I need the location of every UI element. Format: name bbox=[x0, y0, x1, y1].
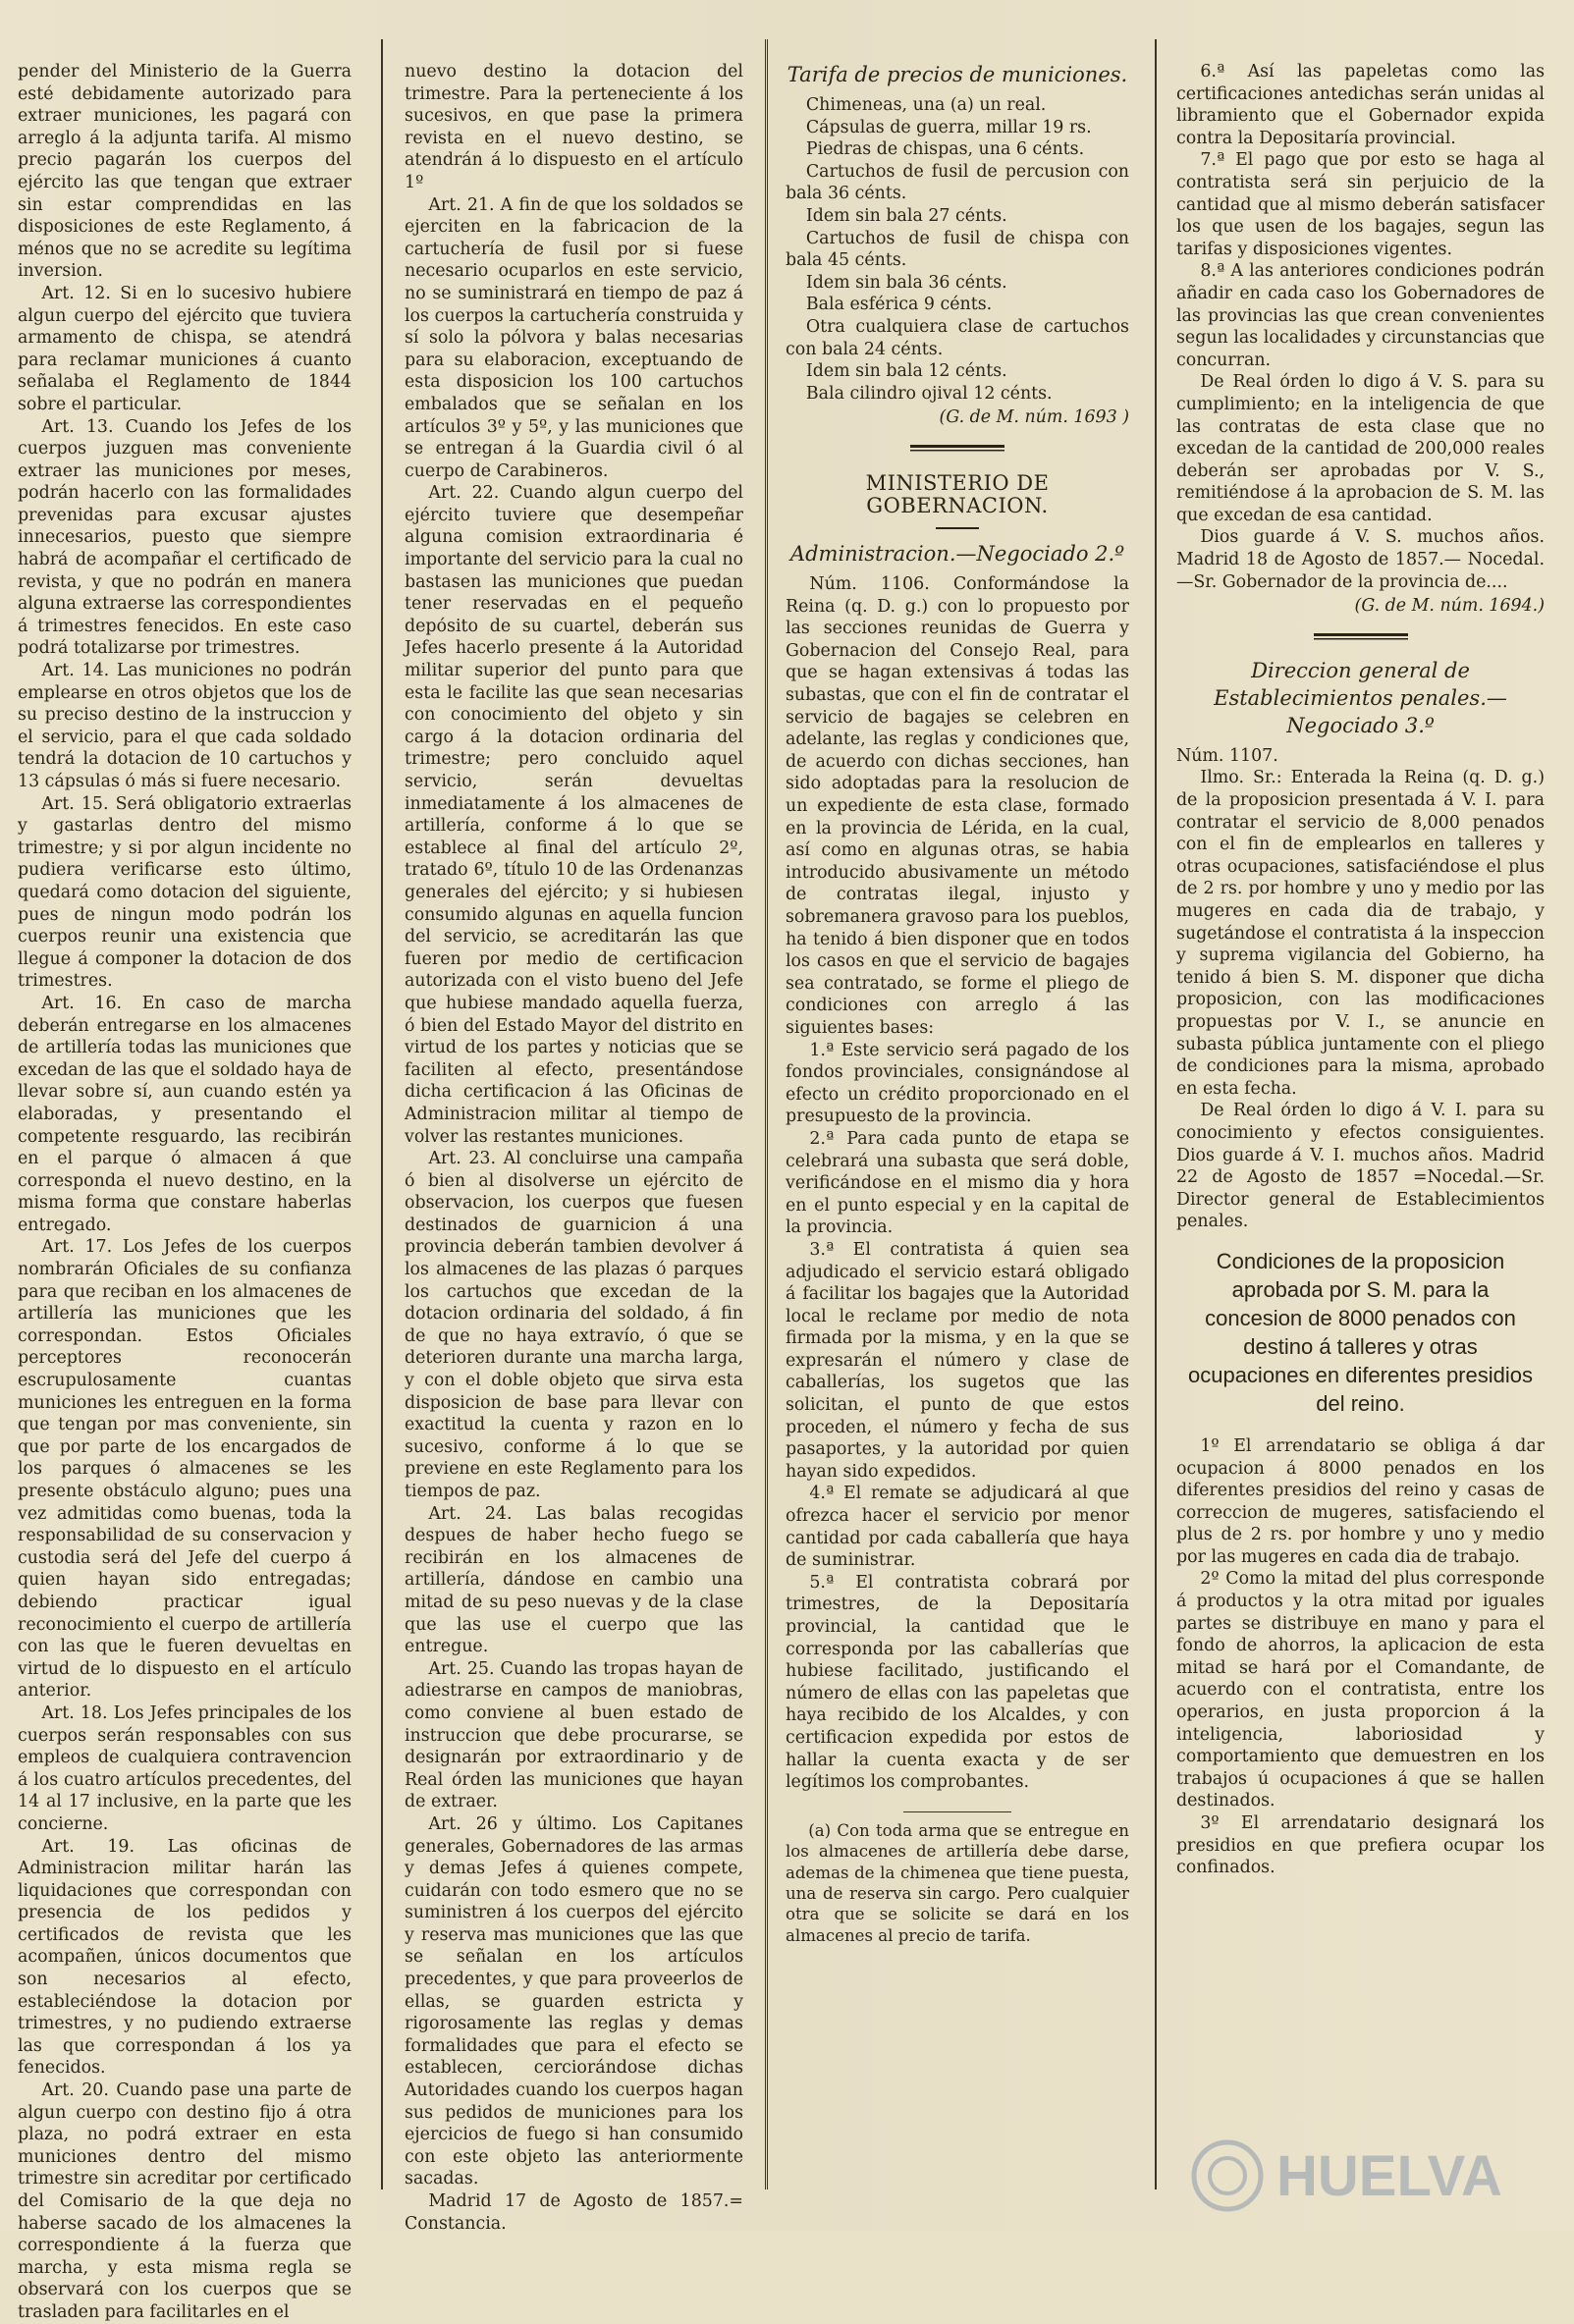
short-rule-icon bbox=[936, 526, 979, 530]
article-21: Art. 21. A fin de que los soldados se ejerciten en la fabricacion de la cartuchería de fusil por si fuese necesario ocuparlos en este servicio, no se suministrará en tiempo de paz á los cuerpos la cartuchería construida y sí solo la pólvora y balas necesarias para su elaboracion, exceptuando de esta disposicion los 100 cartuchos embalados que se señalan en los artículos 3º y 5º, y las municiones que se entregan á la Guardia civil ó al cuerpo de Carabineros. bbox=[405, 194, 743, 481]
stamp-text: HUELVA bbox=[1276, 2144, 1502, 2208]
tarifa-item: Bala cilindro ojival 12 cénts. bbox=[805, 383, 1053, 404]
paragraph: nuevo destino la dotacion del trimestre. Para la perteneciente á los sucesivos, en que pase la primera revista en el nuevo destino, se atendrán á lo dispuesto en el artículo 1º bbox=[405, 62, 743, 192]
article-13: Art. 13. Cuando los Jefes de los cuerpos juzguen mas conveniente extraer las municiones por meses, podrán hacerlo con las formalidades prevenidas para excusar ajustes innecesarios, puesto que siempre habrá de acompañar el certificado de revista, y que no podrán en manera alguna extraerse las correspondientes á trimestres fenecidos. En este caso podrá totalizarse por trimestres. bbox=[18, 416, 352, 659]
article-15: Art. 15. Será obligatorio extraerlas y gastarlas dentro del mismo trimestre; y si por algun incidente no pudiera verificarse esto último, quedará como dotacion del siguiente, pues de ningun modo podrán los cuerpos reunir una existencia que llegue á componer la dotacion de dos trimestres. bbox=[18, 793, 352, 992]
library-stamp-icon bbox=[1183, 2129, 1556, 2217]
article-26: Art. 26 y último. Los Capitanes generales, Gobernadores de las armas y demas Jefes á quienes compete, cuidarán con todo esmero que no se suministren á los cuerpos del ejército y reserva mas municiones que las que se señalan en los artículos precedentes, y que para proveerlos de ellas, se guarden estricta y rigorosamente las reglas y demas formalidades que para el efecto se establecen, cerciorándose dichas Autoridades cuando los cuerpos hagan sus pedidos de municiones para los ejercicios de fuego si han consumido con este objeto las anteriormente sacadas. bbox=[405, 1813, 743, 2189]
condition-4: 4.ª El remate se adjudicará al que ofrezca hacer el servicio por menor cantidad por cada caballería que haya de suministrar. bbox=[786, 1484, 1129, 1571]
condition-3: 3.ª El contratista á quien sea adjudicado el servicio estará obligado á facilitar los bagajes que la Autoridad local le reclame por medio de nota firmada por la misma, y en la que se expresarán el número y clase de caballerías, los sugetos que las solicitan, el punto de que estos proceden, el número y fecha de sus pasaportes, y la autoridad por quien hayan sido expedidos. bbox=[786, 1239, 1129, 1482]
tarifa-source: (G. de M. núm. 1693 ) bbox=[939, 407, 1129, 428]
article-23: Art. 23. Al concluirse una campaña ó bien al disolverse un ejército de observacion, los cuerpos que fuesen destinados de guarnicion á una provincia deberán tambien devolver á los almacenes de las plazas ó parques los cartuchos que excedan de la dotacion ordinaria del soldado, á fin de que no haya extravío, ó que se deterioren durante una marcha larga, y con el doble objeto que sirva esta disposicion de base para llevar con exactitud la cuenta y razon en lo sucesivo, conforme á lo que se previene en este Reglamento para los tiempos de paz. bbox=[405, 1149, 743, 1501]
tarifa-item: Idem sin bala 27 cénts. bbox=[805, 205, 1007, 226]
ministry-heading: MINISTERIO DE GOBERNACION. bbox=[865, 470, 1050, 517]
column-rule-double bbox=[765, 39, 768, 2189]
royal-order: De Real órden lo digo á V. I. para su conocimiento y efectos consiguientes. Dios guarde á V. I. muchos años. Madrid 22 de Agosto de 1857 =Nocedal.—Sr. Director general de Establecimientos penales. bbox=[1176, 1101, 1545, 1232]
condition-7: 7.ª El pago que por esto se haga al contratista será sin perjuicio de la cantidad que al mismo deberán satisfacer los que usen de los bagajes, segun las tarifas y disposiciones vigentes. bbox=[1176, 150, 1545, 259]
closing: Dios guarde á V. S. muchos años. Madrid 18 de Agosto de 1857.— Nocedal.—Sr. Gobernador de la provincia de.... bbox=[1176, 527, 1545, 592]
article-16: Art. 16. En caso de marcha deberán entregarse en los almacenes de artillería todas las municiones que excedan de las que el soldado haya de llevar sobre sí, aun cuando estén ya elaboradas, y presentando el competente resguardo, las recibirán en el parque ó almacen á que corresponda el nuevo destino, en la misma forma que constare haberlas entregado. bbox=[18, 993, 352, 1235]
tarifa-item: Piedras de chispas, una 6 cénts. bbox=[805, 139, 1085, 160]
condition-2: 2.ª Para cada punto de etapa se celebrará una subasta que será doble, verificándose en el mismo dia y hora en el punto especial y en la capital de la provincia. bbox=[786, 1128, 1129, 1238]
separator-ornament-icon bbox=[910, 443, 1004, 455]
column-2 bbox=[405, 61, 743, 2234]
tarifa-item: Chimeneas, una (a) un real. bbox=[805, 95, 1047, 115]
article-25: Art. 25. Cuando las tropas hayan de adiestrarse en campos de maniobras, como conviene al buen estado de instruccion que debe procurarse, se designarán por extraordinario y de Real órden las municiones que hayan de extraer. bbox=[405, 1658, 743, 1812]
article-19: Art. 19. Las oficinas de Administracion militar harán las liquidaciones que correspondan con presencia de los pedidos y certificados de revista que les acompañen, únicos documentos que son necesarios al efecto, estableciéndose la dotacion por trimestres, y no pudiendo extraerse las que correspondan á los ya fenecidos. bbox=[18, 1836, 352, 2079]
tarifa-item: Cartuchos de fusil de percusion con bala 36 cénts. bbox=[786, 161, 1129, 204]
separator-ornament-icon bbox=[1314, 631, 1408, 643]
decree-1106: Núm. 1106. Conformándose la Reina (q. D. g.) con lo propuesto por las secciones reunidas de Guerra y Gobernacion del Consejo Real, para que se hagan extensivas á todas las subastas, que con el fin de contratar el servicio de bagajes se celebren en adelante, las reglas y condiciones que, de acuerdo con dichas secciones, han sido adoptadas para la resolucion de un expediente de esta clase, formado en la provincia de Lérida, en la cual, así como en algunas otras, se habia introducido abusivamente un método de contratas ilegal, injusto y sobremanera gravoso para los pueblos, ha tenido á bien disponer que en todos los casos en que el servicio de bagajes sea contratado, se forme el pliego de condiciones con arreglo á las siguientes bases: bbox=[786, 574, 1129, 1038]
tarifa-title: Tarifa de precios de municiones. bbox=[787, 63, 1128, 86]
clause-3: 3º El arrendatario designará los presidios en que prefiera ocupar los confinados. bbox=[1176, 1813, 1545, 1878]
tarifa-item: Bala esférica 9 cénts. bbox=[805, 295, 993, 315]
column-4 bbox=[1176, 61, 1545, 2201]
tarifa-item: Idem sin bala 36 cénts. bbox=[805, 272, 1007, 293]
condition-6: 6.ª Así las papeletas como las certificaciones antedichas serán unidas al libramiento que el Gobernador expida contra la Depositaría provincial. bbox=[1176, 62, 1545, 148]
article-22: Art. 22. Cuando algun cuerpo del ejército tuviere que desempeñar alguna comision extraordinaria é importante del servicio para la cual no bastasen las municiones que puedan tener reservadas en el pequeño depósito de su cuartel, deberán sus Jefes hacerlo presente á la Autoridad militar superior del punto para que esta le facilite las que sean necesarias con conocimiento del objeto y sin cargo á la dotacion ordinaria del trimestre; pero concluido aquel servicio, serán devueltas inmediatamente á los almacenes de artillería, conforme á lo que se establece al final del artículo 2º, tratado 6º, título 10 de las Ordenanzas generales del ejército; y si hubiesen consumido algunas en aquella funcion del servicio, se acreditarán las que fueren por medio de certificacion autorizada con el visto bueno del Jefe que hubiese mandado aquella fuerza, ó bien del Estado Mayor del distrito en virtud de los partes y noticias que se faciliten al efecto, presentándose dicha certificacion á las Oficinas de Administracion militar al tiempo de volver las restantes municiones. bbox=[405, 483, 743, 1147]
decree-1107: Ilmo. Sr.: Enterada la Reina (q. D. g.) de la proposicion presentada á V. I. para contratar el servicio de 8,000 penados con el fin de emplearlos en talleres y otras ocupaciones, satisfaciéndose el plus de 2 rs. por hombre y uno y medio por las mugeres en cada dia de trabajo, y sugetándose el contratista á la inspeccion y suprema vigilancia del Gobierno, ha tenido á bien S. M. disponer que dicha proposicion, con las modificaciones propuestas por V. I., se anuncie en subasta pública juntamente con el pliego de condiciones para la misma, aprobado en esta fecha. bbox=[1176, 768, 1545, 1099]
tarifa-item: Otra cualquiera clase de cartuchos con bala 24 cénts. bbox=[786, 316, 1129, 359]
section-heading: Direccion general de Establecimientos penales.—Negociado 3.º bbox=[1214, 658, 1507, 737]
condition-1: 1.ª Este servicio será pagado de los fondos provinciales, consignándose al efecto un crédito proporcionado en el presupuesto de la provincia. bbox=[786, 1040, 1129, 1127]
article-12: Art. 12. Si en lo sucesivo hubiere algun cuerpo del ejército que tuviera armamento de chispa, se atendrá para reclamar municiones á cuanto señalaba el Reglamento de 1844 sobre el particular. bbox=[18, 283, 352, 414]
tarifa-item: Cápsulas de guerra, millar 19 rs. bbox=[805, 117, 1092, 137]
tarifa-item: Idem sin bala 12 cénts. bbox=[805, 361, 1007, 382]
condition-8: 8.ª A las anteriores condiciones podrán añadir en cada caso los Gobernadores de las provincias las que crean convenientes segun las localidades y circunstancias que concurran. bbox=[1176, 261, 1545, 370]
clause-2: 2º Como la mitad del plus corresponde á productos y la otra mitad por iguales partes se distribuye en mano y para el fondo de ahorros, la aplicacion de esta mitad se hará por el Comandante, de acuerdo con el contratista, entre los operarios, en justa proporcion á la inteligencia, laboriosidad y comportamiento que demuestren en los trabajos ú ocupaciones á que se hallen destinados. bbox=[1176, 1569, 1545, 1811]
condition-5: 5.ª El contratista cobrará por trimestres, de la Depositaría provincial, la cantidad que le corresponda por las caballerías que hubiese facilitado, justificando el número de ellas con las papeletas que haya recibido de los Alcaldes, y con certificacion expedida por estos de hallar la cuenta exacta y de ser legítimos los comprobantes. bbox=[786, 1572, 1129, 1793]
column-3 bbox=[786, 61, 1129, 2201]
royal-order: De Real órden lo digo á V. S. para su cumplimiento; en la inteligencia de que las contratas de esta clase que no excedan de la cantidad de 200,000 reales deberán ser aprobadas por V. S., remitiéndose á la aprobacion de S. M. las que excedan de esa cantidad. bbox=[1176, 372, 1545, 525]
source-citation: (G. de M. núm. 1694.) bbox=[1354, 596, 1545, 617]
footnote-rule bbox=[903, 1811, 1011, 1812]
signature-date: Madrid 17 de Agosto de 1857.= Constancia. bbox=[405, 2191, 743, 2234]
conditions-title: Condiciones de la proposicion aprobada por S. M. para la concesion de 8000 penados con destino á talleres y otras ocupaciones en diferentes presidios del reino. bbox=[1187, 1248, 1533, 1416]
paragraph: pender del Ministerio de la Guerra esté debidamente autorizado para extraer municiones, les pagará con arreglo á la adjunta tarifa. Al mismo precio pagarán los cuerpos del ejército las que tengan que extraer sin estar comprendidas en las disposiciones de este Reglamento, á ménos que no se acredite su legítima inversion. bbox=[18, 62, 352, 282]
article-24: Art. 24. Las balas recogidas despues de haber hecho fuego se recibirán en los almacenes de artillería, dándose en cambio una mitad de su peso nuevas y de la clase que las use el cuerpo que las entregue. bbox=[405, 1503, 743, 1657]
clause-1: 1º El arrendatario se obliga á dar ocupacion á 8000 penados en los diferentes presidios del reino y casas de correccion de mugeres, satisfaciendo el plus de 2 rs. por hombre y uno y medio por las mugeres en cada dia de trabajo. bbox=[1176, 1435, 1545, 1567]
column-rule bbox=[1155, 39, 1157, 2189]
column-1 bbox=[18, 61, 352, 2322]
tarifa-item: Cartuchos de fusil de chispa con bala 45 cénts. bbox=[786, 228, 1129, 271]
article-20: Art. 20. Cuando pase una parte de algun cuerpo con destino fijo á otra plaza, no podrá extraer en esta municiones dentro del mismo trimestre sin acreditar por certificado del Comisario de la que deja no haberse sacado de los almacenes la correspondiente á la fuerza que marcha, y esta misma regla se observará con los cuerpos que se trasladen para facilitarles en el bbox=[18, 2081, 352, 2322]
column-rule bbox=[381, 39, 383, 2189]
section-heading: Administracion.—Negociado 2.º bbox=[789, 542, 1125, 567]
article-18: Art. 18. Los Jefes principales de los cuerpos serán responsables con sus empleos de cualquiera contravencion á los cuatro artículos precedentes, del 14 al 17 inclusive, en la parte que les concierne. bbox=[18, 1702, 352, 1834]
article-17: Art. 17. Los Jefes de los cuerpos nombrarán Oficiales de su confianza para que reciban en los almacenes de artillería las municiones que les correspondan. Estos Oficiales perceptores reconocerán escrupulosamente cuantas municiones les entreguen en la forma que tengan por mas conveniente, sin que por parte de los encargados de los parques ó almacenes se les presente obstáculo alguno; pues una vez admitidas como buenas, toda la responsabilidad de su conservacion y custodia será del Jefe del cuerpo á quien hayan sido entregadas; debiendo practicar igual reconocimiento el cuerpo de artillería con las que le fueren devueltas en virtud de lo dispuesto en el artículo anterior. bbox=[18, 1237, 352, 1702]
article-14: Art. 14. Las municiones no podrán emplearse en otros objetos que los de su preciso destino de la instruccion y el servicio, para el que cada soldado tendrá la dotacion de 10 cartuchos y 13 cápsulas ó más si fuere necesario. bbox=[18, 661, 352, 791]
footnote: (a) Con toda arma que se entregue en los almacenes de artillería debe darse, ademas de la chimenea que tiene puesta, una de reserva sin cargo. Pero cualquier otra que se solicite se dará en los almacenes al precio de tarifa. bbox=[786, 1820, 1129, 1945]
decree-number: Núm. 1107. bbox=[1176, 745, 1278, 766]
